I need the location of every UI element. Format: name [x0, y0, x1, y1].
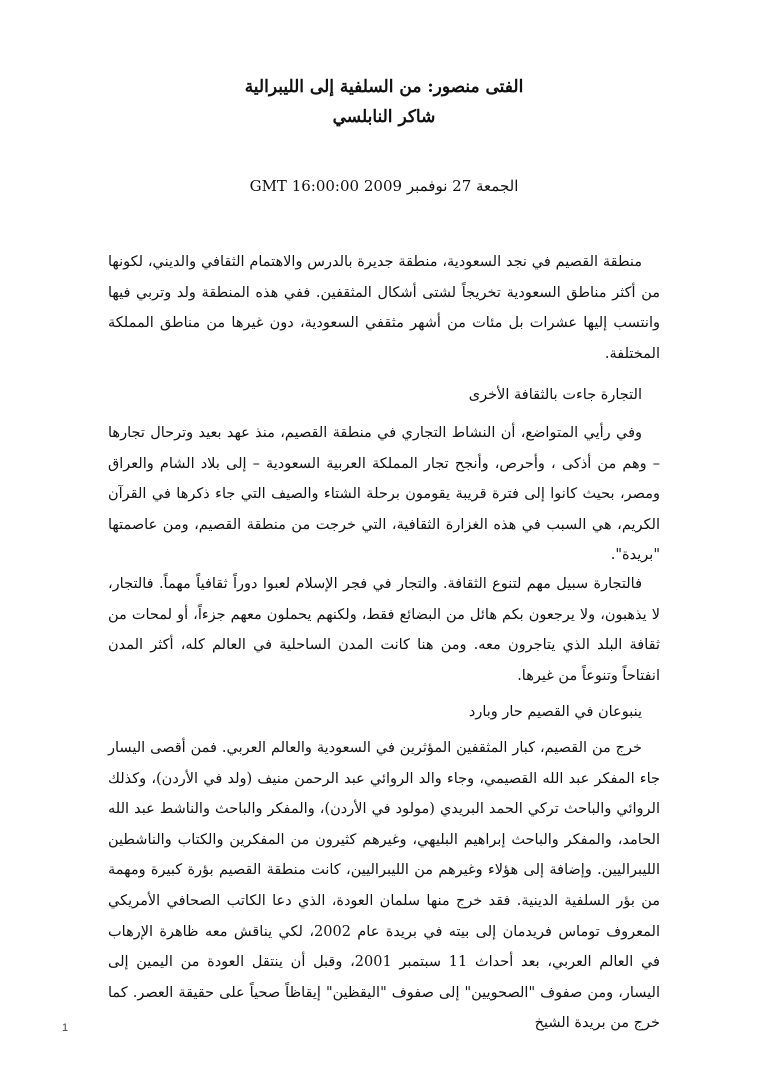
- section-heading-springs: ينبوعان في القصيم حار وبارد: [468, 704, 642, 720]
- section-heading-trade: التجارة جاءت بالثقافة الأخرى: [468, 387, 642, 403]
- paragraph-trade-2: فالتجارة سبيل مهم لتنوع الثقافة. والتجار في فجر الإسلام لعبوا دوراً ثقافياً مهماً. فالتجار، لا يذهبون، ولا يرجعون بكم هائل من البضائع فقط، ولكنهم يحملون معهم جزءاً، أو لمحات من ثقافة البلد الذي يتاجرون معه. ومن هنا كانت المدن الساحلية في العالم كله، أكثر المدن انفتاحاً وتنوعاً من غيرها.: [108, 576, 660, 684]
- section-heading-trade-wrap: [108, 384, 660, 406]
- section-intro: [108, 247, 660, 369]
- article-author: شاكر النابلسي: [332, 107, 436, 127]
- section-springs: [108, 733, 660, 1039]
- paragraph-springs: خرج من القصيم، كبار المثقفين المؤثرين في السعودية والعالم العربي. فمن أقصى اليسار جاء المفكر عبد الله القصيمي، وجاء والد الروائي عبد الرحمن منيف (ولد في الأردن)، وكذلك الروائي والباحث تركي الحمد البريدي (مولود في الأردن)، والمفكر والباحث والناشط عبد الله الحامد، والمفكر والباحث إبراهيم البليهي، وغيرهم كثيرون من المفكرين والكتاب والناشطين الليبراليين. وإضافة إلى هؤلاء وغيرهم من الليبراليين، كانت منطقة القصيم بؤرة كبيرة ومهمة من بؤر السلفية الدينية. فقد خرج منها سلمان العودة، الذي دعا الكاتب الصحافي الأمريكي المعروف توماس فريدمان إلى بيته في بريدة عام 2002، لكي يناقش معه ظاهرة الإرهاب في العالم العربي، بعد أحداث 11 سبتمبر 2001، وقبل أن ينتقل العودة من اليمين إلى اليسار، ومن صفوف "الصحويين" إلى صفوف "اليقظين" إيقاظاً صحياً على حقيقة العصر. كما خرج من بريدة الشيخ: [108, 740, 660, 1032]
- section-trade-1: [108, 418, 660, 571]
- paragraph-trade-1: وفي رأيي المتواضع، أن النشاط التجاري في منطقة القصيم، منذ عهد بعيد وترحال تجارها – وهم من أذكى ، وأحرص، وأنجح تجار المملكة العربية السعودية – إلى بلاد الشام والعراق ومصر، بحيث كانوا إلى فترة قريبة يقومون برحلة الشتاء والصيف التي جاء ذكرها في القرآن الكريم، هي السبب في هذه الغزارة الثقافية، التي خرجت من منطقة القصيم، ومن عاصمتها "بريدة".: [108, 425, 660, 564]
- section-heading-springs-wrap: [108, 701, 660, 723]
- paragraph-intro: منطقة القصيم في نجد السعودية، منطقة جديرة بالدرس والاهتمام الثقافي والديني، لكونها من أكثر مناطق السعودية تخريجاً لشتى أشكال المثقفين. ففي هذه المنطقة ولد وتربي فيها وانتسب إليها عشرات بل مئات من أشهر مثقفي السعودية، دون غيرها من مناطق المملكة المختلفة.: [108, 254, 660, 362]
- section-trade-2: [108, 569, 660, 691]
- article-title: الفتى منصور: من السلفية إلى الليبرالية: [244, 77, 524, 97]
- publication-date: الجمعة 27 نوفمبر 2009 GMT 16:00:00: [249, 177, 519, 195]
- page-number: 1: [62, 1022, 69, 1034]
